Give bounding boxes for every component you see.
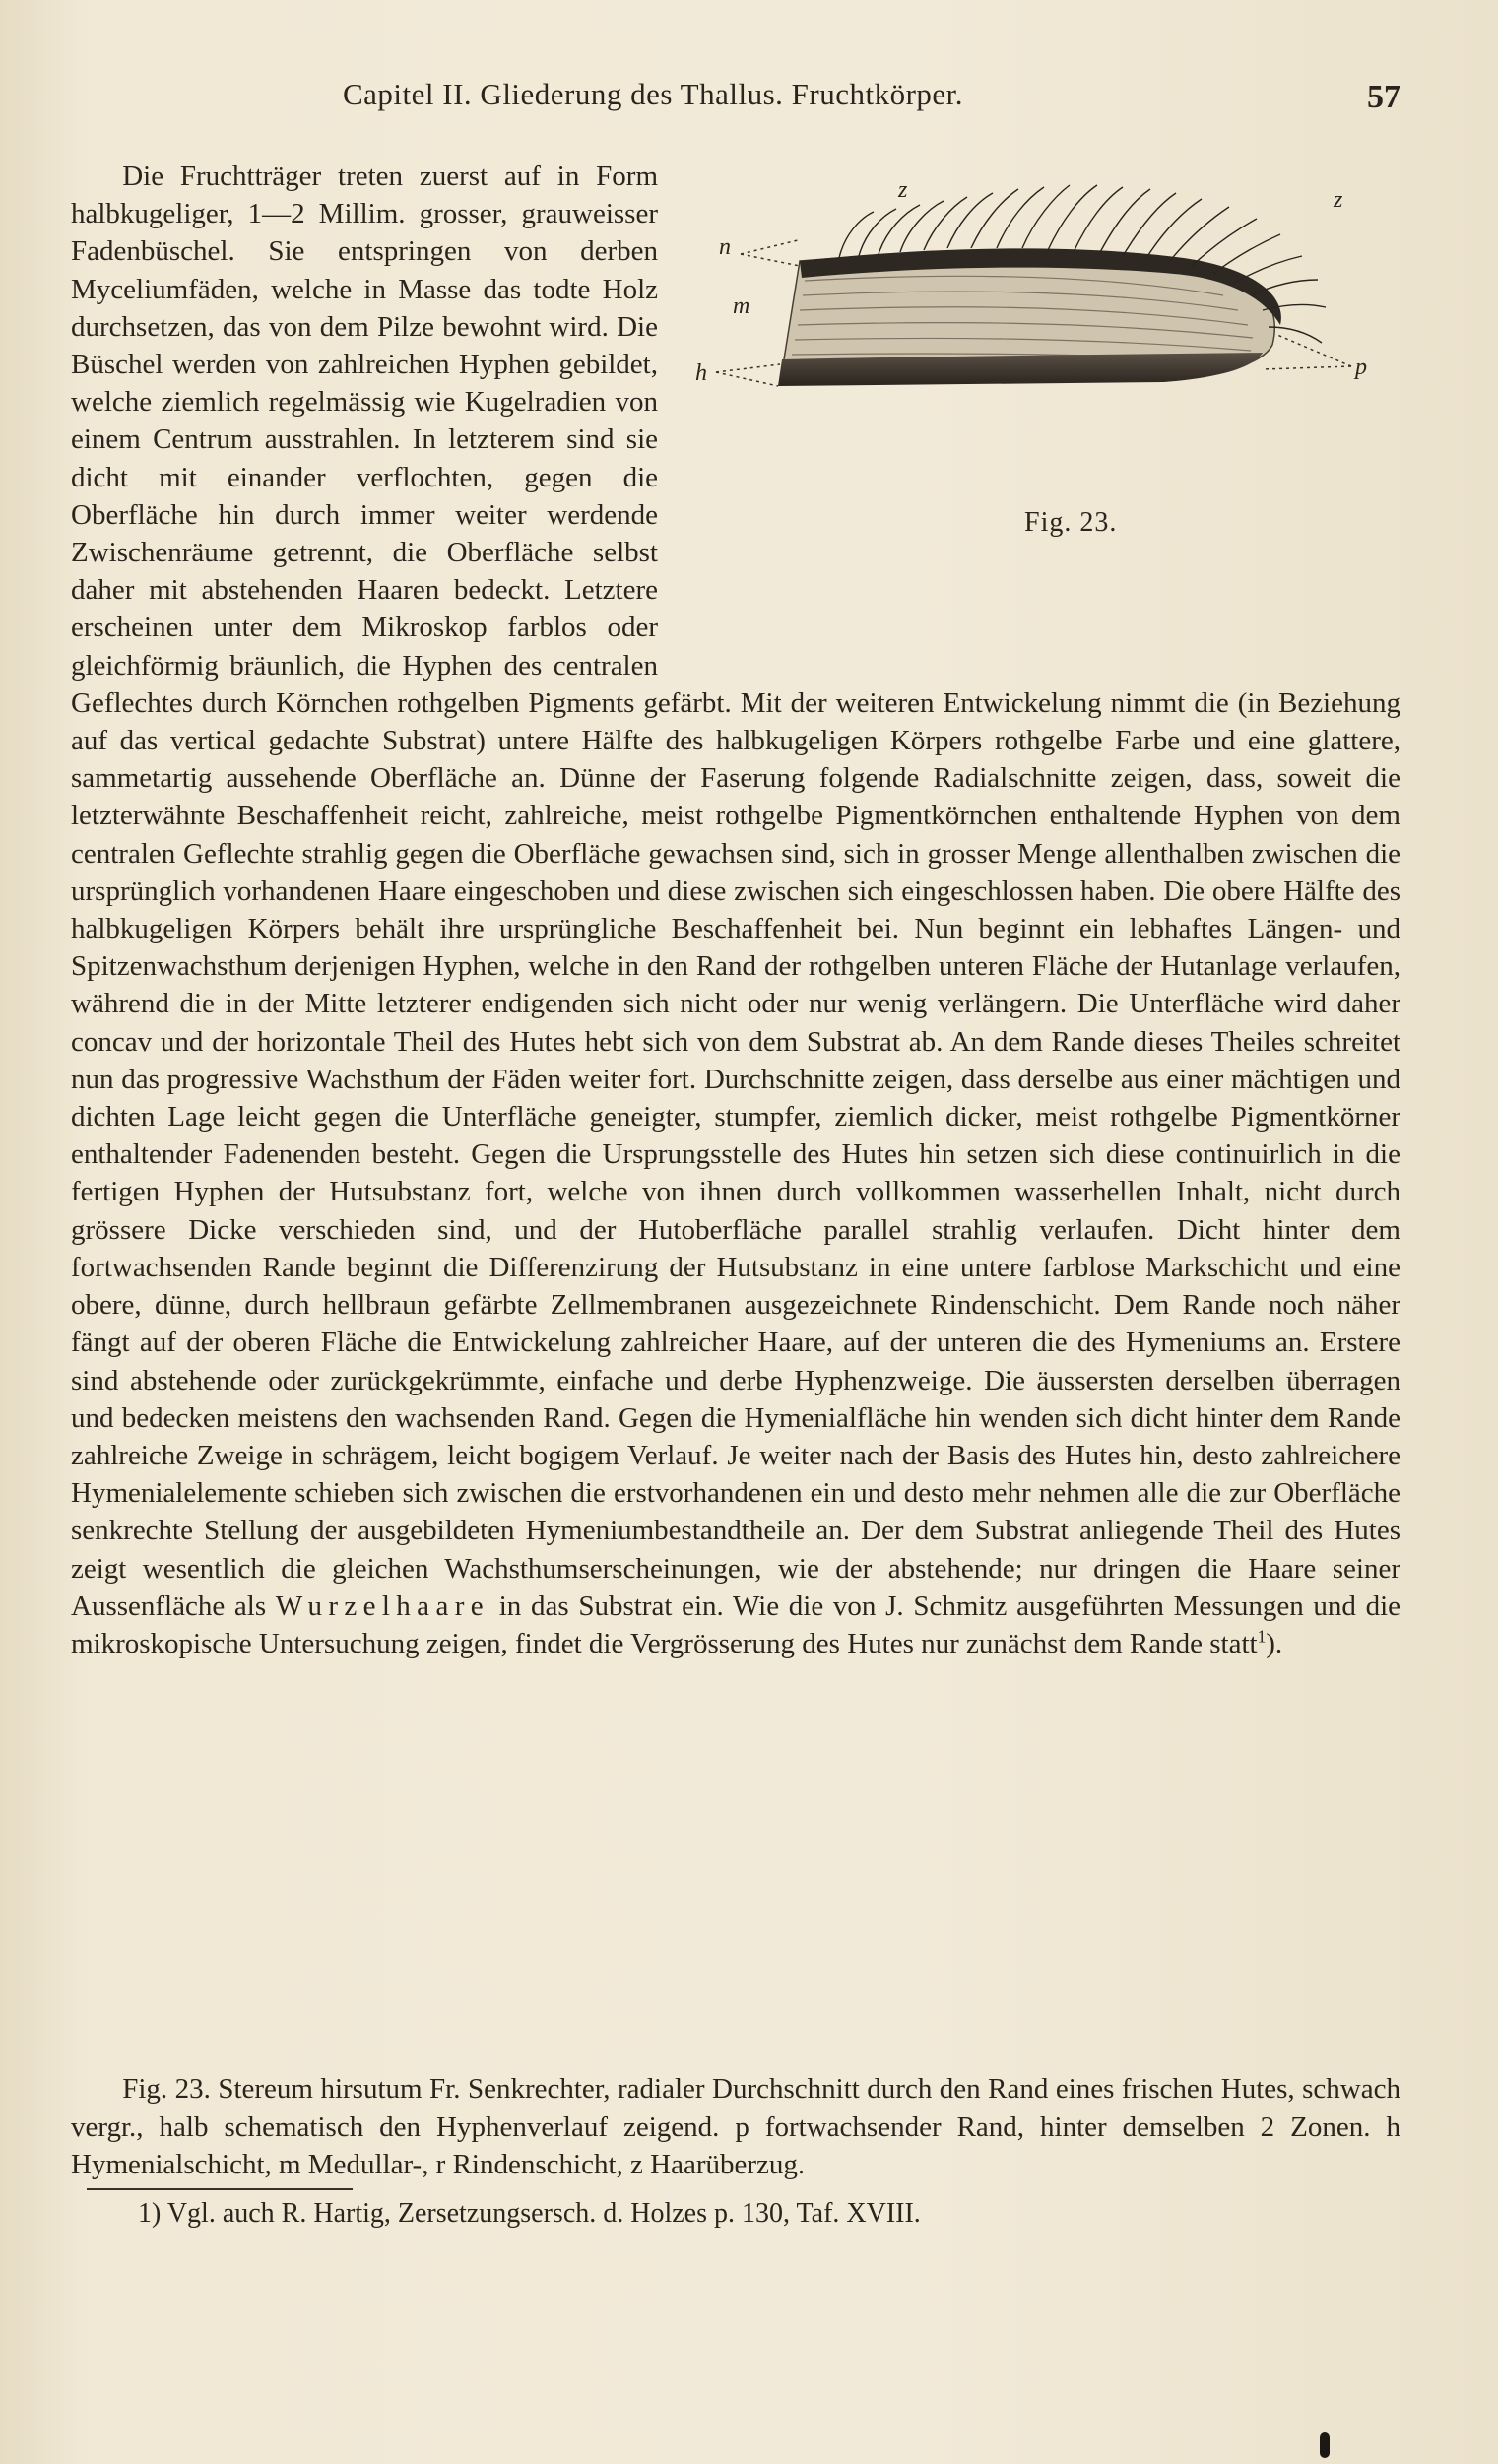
page-header [71,77,1400,126]
footnote-divider [87,2188,353,2190]
figure-label-m: m [733,293,750,319]
running-head: Capitel II. Gliederung des Thallus. Fruchtkörper. [343,77,964,111]
figure-caption-text: Fig. 23. Stereum hirsutum Fr. Senkrechter, radialer Durchschnitt durch den Rand eines frischen Hutes, schwach vergr., halb schematisch den Hyphenverlauf zeigend. p fortwachsender Rand, hinter demselben 2 Zonen. h Hymenialschicht, m Medullar-, r Rindenschicht, z Haarüberzug. [71,2073,1400,2180]
page-number: 57 [1367,79,1400,115]
footnote: 1) Vgl. auch R. Hartig, Zersetzungsersch. d. Holzes p. 130, Taf. XVIII. [138,2198,921,2229]
ink-blot [1320,2432,1330,2458]
figure-label-z-left: z [898,177,908,203]
figure-caption [71,2070,1400,2184]
spaced-term: Wurzelhaare [275,1589,489,1622]
figure-label-n: n [719,234,731,260]
figure-label-z-right: z [1334,187,1343,213]
body-text-part-2: in das Substrat ein. Wie die von J. Schmitz ausgeführten Messungen und die mikroskopische Untersuchung zeigen, findet die Vergrösserung des Hutes nur zunächst dem Rande statt [71,1589,1401,1659]
body-text-part-1: Die Fruchtträger treten zuerst auf in Form halbkugeliger, 1—2 Millim. grosser, grauweisser Fadenbüschel. Sie entspringen von derben Myceliumfäden, welche in Masse das todte Holz durchsetzen, das von dem Pilze bewohnt wird. Die Büschel werden von zahlreichen Hyphen gebildet, welche ziemlich regelmässig wie Kugelradien von einem Centrum ausstrahlen. In letzterem sind sie dicht mit einander verflochten, gegen die Oberfläche hin durch immer weiter werdende Zwischenräume getrennt, die Oberfläche selbst daher mit abstehenden Haaren bedeckt. Letztere erscheinen unter dem Mikroskop farblos oder gleichförmig bräunlich, die Hyphen des centralen Geflechtes durch Körnchen rothgelben Pigments gefärbt. Mit der weiteren Entwickelung nimmt die (in Beziehung auf das vertical gedachte Substrat) untere Hälfte des halbkugeligen Körpers rothgelbe Farbe und eine glattere, sammetartig aussehende Oberfläche an. Dünne der Faserung folgende Radialschnitte zeigen, dass, soweit die letzterwähnte Beschaffenheit reicht, zahlreiche, meist rothgelbe Pigmentkörnchen enthaltende Hyphen von dem centralen Geflechte strahlig gegen die Oberfläche gewachsen sind, sich in grosser Menge allenthalben zwischen die ursprünglich vorhandenen Haare eingeschoben und diese zwischen sich eingeschlossen haben. Die obere Hälfte des halbkugeligen Körpers behält ihre ursprüngliche Beschaffenheit bei. Nun beginnt ein lebhaftes Längen- und Spitzenwachsthum derjenigen Hyphen, welche in den Rand der rothgelben unteren Fläche der Hutanlage verlaufen, während die in der Mitte letzterer endigenden sich nicht oder nur wenig verlängern. Die Unterfläche wird daher concav und der horizontale Theil des Hutes hebt sich von dem Substrat ab. An dem Rande dieses Theiles schreitet nun das progressive Wachsthum der Fäden weiter fort. Durchschnitte zeigen, dass derselbe aus einer mächtigen und dichten Lage leicht gegen die Unterfläche geneigter, stumpfer, ziemlich dicker, meist rothgelbe Pigmentkörner enthaltender Fadenenden besteht. Gegen die Ursprungsstelle des Hutes hin setzen sich diese continuirlich in die fertigen Hyphen der Hutsubstanz fort, welche von ihnen durch vollkommen wasserhellen Inhalt, nicht durch grössere Dicke verschieden sind, und der Hutoberfläche parallel strahlig verlaufen. Dicht hinter dem fortwachsenden Rande beginnt die Differenzirung der Hutsubstanz in eine untere farblose Markschicht und eine obere, dünne, durch hellbraun gefärbte Zellmembranen ausgezeichnete Rindenschicht. Dem Rande noch näher fängt auf der oberen Fläche die Entwickelung zahlreicher Haare, auf der unteren die des Hymeniums an. Erstere sind abstehende oder zurückgekrümmte, einfache und derbe Hyphenzweige. Die äussersten derselben überragen und bedecken meistens den wachsenden Rand. Gegen die Hymenialfläche hin wenden sich dicht hinter dem Rande zahlreiche Zweige in schrägem, leicht bogigem Verlauf. Je weiter nach der Basis des Hutes hin, desto zahlreichere Hymenialelemente schieben sich zwischen die erstvorhandenen ein und desto mehr nehmen alle die zur Oberfläche senkrechte Stellung der ausgebildeten Hymeniumbestandtheile an. Der dem Substrat anliegende Theil des Hutes zeigt wesentlich die gleichen Wachsthumserscheinungen, wie der abstehende; nur dringen die Haare seiner Aussenfläche als [71,161,1400,1622]
footnote-reference[interactable]: 1 [1257,1626,1267,1647]
body-text [71,158,1400,1662]
body-text-end: ). [1266,1627,1283,1659]
figure-23-illustration [672,158,1400,512]
figure-23 [672,158,1400,670]
figure-number-label: Fig. 23. [1024,507,1118,538]
figure-label-h: h [695,360,707,386]
figure-label-p: p [1355,355,1367,380]
